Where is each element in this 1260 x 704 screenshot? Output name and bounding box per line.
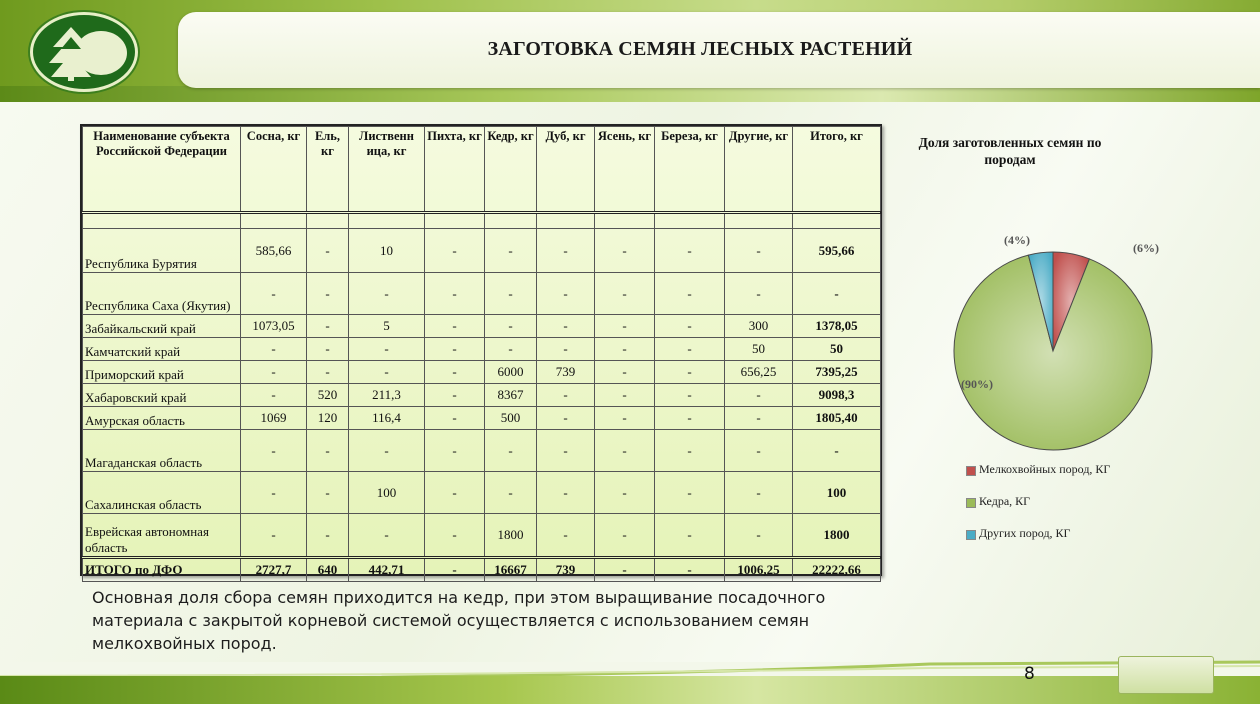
value-cell: -: [537, 273, 595, 315]
value-cell: 300: [725, 315, 793, 338]
legend-label: Других пород, КГ: [979, 526, 1071, 540]
value-cell: 7395,25: [793, 361, 881, 384]
value-cell: -: [595, 407, 655, 430]
value-cell: 116,4: [349, 407, 425, 430]
region-name-cell: Забайкальский край: [83, 315, 241, 338]
value-cell: -: [241, 361, 307, 384]
value-cell: -: [655, 315, 725, 338]
legend-swatch: [966, 466, 976, 476]
value-cell: -: [425, 407, 485, 430]
value-cell: -: [655, 273, 725, 315]
value-cell: 50: [793, 338, 881, 361]
total-label-cell: ИТОГО по ДФО: [83, 558, 241, 582]
value-cell: -: [307, 361, 349, 384]
table-total-row: [83, 558, 881, 582]
value-cell: -: [537, 229, 595, 273]
value-cell: -: [349, 273, 425, 315]
value-cell: 1073,05: [241, 315, 307, 338]
value-cell: -: [655, 338, 725, 361]
value-cell: -: [241, 514, 307, 558]
value-cell: -: [537, 384, 595, 407]
region-name-cell: Республика Бурятия: [83, 229, 241, 273]
legend-label: Кедра, КГ: [979, 494, 1031, 508]
table-row: [83, 384, 881, 407]
value-cell: 100: [793, 472, 881, 514]
header-col: Итого, кг: [793, 127, 881, 213]
table-row: [83, 430, 881, 472]
spacer-cell: [595, 213, 655, 229]
value-cell: -: [425, 338, 485, 361]
value-cell: -: [485, 229, 537, 273]
value-cell: -: [537, 407, 595, 430]
value-cell: 10: [349, 229, 425, 273]
table-row: [83, 472, 881, 514]
header-col: Дуб, кг: [537, 127, 595, 213]
pie-slice-label: (90%): [961, 377, 993, 391]
legend-item: [966, 462, 1110, 494]
table-spacer-row: [83, 213, 881, 229]
value-cell: -: [793, 273, 881, 315]
total-value-cell: -: [655, 558, 725, 582]
legend-item: [966, 494, 1110, 526]
value-cell: 585,66: [241, 229, 307, 273]
seed-harvest-table: [82, 126, 881, 582]
value-cell: -: [425, 430, 485, 472]
table-row: [83, 338, 881, 361]
value-cell: -: [537, 315, 595, 338]
value-cell: -: [595, 472, 655, 514]
total-value-cell: 22222,66: [793, 558, 881, 582]
value-cell: 5: [349, 315, 425, 338]
spacer-cell: [725, 213, 793, 229]
chart-title: Доля заготовленных семян по породам: [918, 135, 1102, 167]
total-value-cell: 739: [537, 558, 595, 582]
total-value-cell: -: [425, 558, 485, 582]
value-cell: -: [595, 229, 655, 273]
value-cell: -: [793, 430, 881, 472]
spacer-cell: [349, 213, 425, 229]
pie-slice-label: (6%): [1133, 241, 1159, 255]
spacer-cell: [241, 213, 307, 229]
value-cell: -: [241, 273, 307, 315]
table-row: [83, 229, 881, 273]
forest-tree-logo-icon: [30, 12, 138, 92]
legend-swatch: [966, 498, 976, 508]
value-cell: -: [725, 229, 793, 273]
table-row: [83, 514, 881, 558]
header-col: Пихта, кг: [425, 127, 485, 213]
value-cell: -: [537, 472, 595, 514]
value-cell: -: [655, 407, 725, 430]
value-cell: 1069: [241, 407, 307, 430]
value-cell: 1805,40: [793, 407, 881, 430]
value-cell: -: [241, 430, 307, 472]
value-cell: -: [241, 338, 307, 361]
header-col: Ель, кг: [307, 127, 349, 213]
header-col: Кедр, кг: [485, 127, 537, 213]
value-cell: -: [485, 338, 537, 361]
total-value-cell: 442,71: [349, 558, 425, 582]
value-cell: -: [655, 430, 725, 472]
corner-decor-box: [1118, 656, 1214, 694]
value-cell: -: [655, 361, 725, 384]
value-cell: -: [425, 361, 485, 384]
value-cell: -: [725, 407, 793, 430]
value-cell: -: [307, 514, 349, 558]
value-cell: 8367: [485, 384, 537, 407]
legend-label: Мелкохвойных пород, КГ: [979, 462, 1111, 476]
header-col: Ясень, кг: [595, 127, 655, 213]
value-cell: 6000: [485, 361, 537, 384]
header-col: Береза, кг: [655, 127, 725, 213]
value-cell: -: [485, 472, 537, 514]
value-cell: 9098,3: [793, 384, 881, 407]
value-cell: 1378,05: [793, 315, 881, 338]
value-cell: -: [595, 430, 655, 472]
value-cell: -: [725, 514, 793, 558]
value-cell: -: [241, 384, 307, 407]
region-name-cell: Сахалинская область: [83, 472, 241, 514]
summary-text: Основная доля сбора семян приходится на кедр, при этом выращивание посадочного материала с закрытой корневой системой осуществляется с использованием семян мелкохвойных пород.: [92, 588, 826, 653]
value-cell: -: [655, 229, 725, 273]
value-cell: -: [537, 514, 595, 558]
region-name-cell: Магаданская область: [83, 430, 241, 472]
legend-item: [966, 526, 1110, 558]
header-col: Сосна, кг: [241, 127, 307, 213]
value-cell: 100: [349, 472, 425, 514]
value-cell: 500: [485, 407, 537, 430]
value-cell: -: [595, 338, 655, 361]
value-cell: -: [595, 315, 655, 338]
value-cell: -: [655, 514, 725, 558]
value-cell: -: [485, 273, 537, 315]
legend-swatch: [966, 530, 976, 540]
value-cell: -: [725, 430, 793, 472]
value-cell: -: [655, 384, 725, 407]
value-cell: -: [595, 361, 655, 384]
value-cell: -: [655, 472, 725, 514]
spacer-cell: [485, 213, 537, 229]
value-cell: -: [307, 273, 349, 315]
spacer-cell: [83, 213, 241, 229]
seed-share-pie-chart: [940, 230, 1170, 460]
value-cell: -: [725, 472, 793, 514]
table-row: [83, 407, 881, 430]
value-cell: -: [725, 384, 793, 407]
total-value-cell: 16667: [485, 558, 537, 582]
region-name-cell: Камчатский край: [83, 338, 241, 361]
header-col: Другие, кг: [725, 127, 793, 213]
spacer-cell: [307, 213, 349, 229]
value-cell: -: [307, 472, 349, 514]
value-cell: -: [349, 430, 425, 472]
chart-legend: [966, 462, 1110, 558]
region-name-cell: Амурская область: [83, 407, 241, 430]
pie-slice-label: (4%): [1004, 233, 1030, 247]
total-value-cell: 2727,7: [241, 558, 307, 582]
value-cell: -: [425, 472, 485, 514]
value-cell: -: [425, 514, 485, 558]
value-cell: -: [537, 430, 595, 472]
value-cell: 1800: [485, 514, 537, 558]
value-cell: 1800: [793, 514, 881, 558]
spacer-cell: [793, 213, 881, 229]
header-region: Наименование субъекта Российской Федерации: [83, 127, 241, 213]
page-number: 8: [1024, 664, 1035, 684]
value-cell: -: [307, 229, 349, 273]
value-cell: 739: [537, 361, 595, 384]
region-name-cell: Еврейская автономная область: [83, 514, 241, 558]
seed-table-container: [80, 124, 882, 576]
total-value-cell: 640: [307, 558, 349, 582]
region-name-cell: Хабаровский край: [83, 384, 241, 407]
value-cell: 50: [725, 338, 793, 361]
spacer-cell: [655, 213, 725, 229]
region-name-cell: Республика Саха (Якутия): [83, 273, 241, 315]
value-cell: -: [307, 315, 349, 338]
table-header-row: [83, 127, 881, 213]
region-name-cell: Приморский край: [83, 361, 241, 384]
table-row: [83, 273, 881, 315]
value-cell: -: [595, 273, 655, 315]
value-cell: -: [485, 315, 537, 338]
value-cell: 656,25: [725, 361, 793, 384]
value-cell: -: [725, 273, 793, 315]
value-cell: -: [241, 472, 307, 514]
header-col: Лиственн ица, кг: [349, 127, 425, 213]
page-title: ЗАГОТОВКА СЕМЯН ЛЕСНЫХ РАСТЕНИЙ: [487, 38, 913, 60]
value-cell: -: [485, 430, 537, 472]
value-cell: -: [425, 273, 485, 315]
spacer-cell: [537, 213, 595, 229]
value-cell: -: [595, 514, 655, 558]
header-decor-streak: [0, 86, 1260, 102]
spacer-cell: [425, 213, 485, 229]
value-cell: -: [425, 315, 485, 338]
total-value-cell: 1006,25: [725, 558, 793, 582]
table-row: [83, 315, 881, 338]
value-cell: -: [349, 361, 425, 384]
value-cell: -: [537, 338, 595, 361]
value-cell: -: [349, 514, 425, 558]
value-cell: -: [349, 338, 425, 361]
value-cell: -: [595, 384, 655, 407]
value-cell: 595,66: [793, 229, 881, 273]
footer-band: [0, 676, 1260, 704]
value-cell: -: [307, 338, 349, 361]
value-cell: 520: [307, 384, 349, 407]
value-cell: -: [307, 430, 349, 472]
value-cell: 211,3: [349, 384, 425, 407]
table-row: [83, 361, 881, 384]
total-value-cell: -: [595, 558, 655, 582]
value-cell: -: [425, 384, 485, 407]
value-cell: -: [425, 229, 485, 273]
value-cell: 120: [307, 407, 349, 430]
